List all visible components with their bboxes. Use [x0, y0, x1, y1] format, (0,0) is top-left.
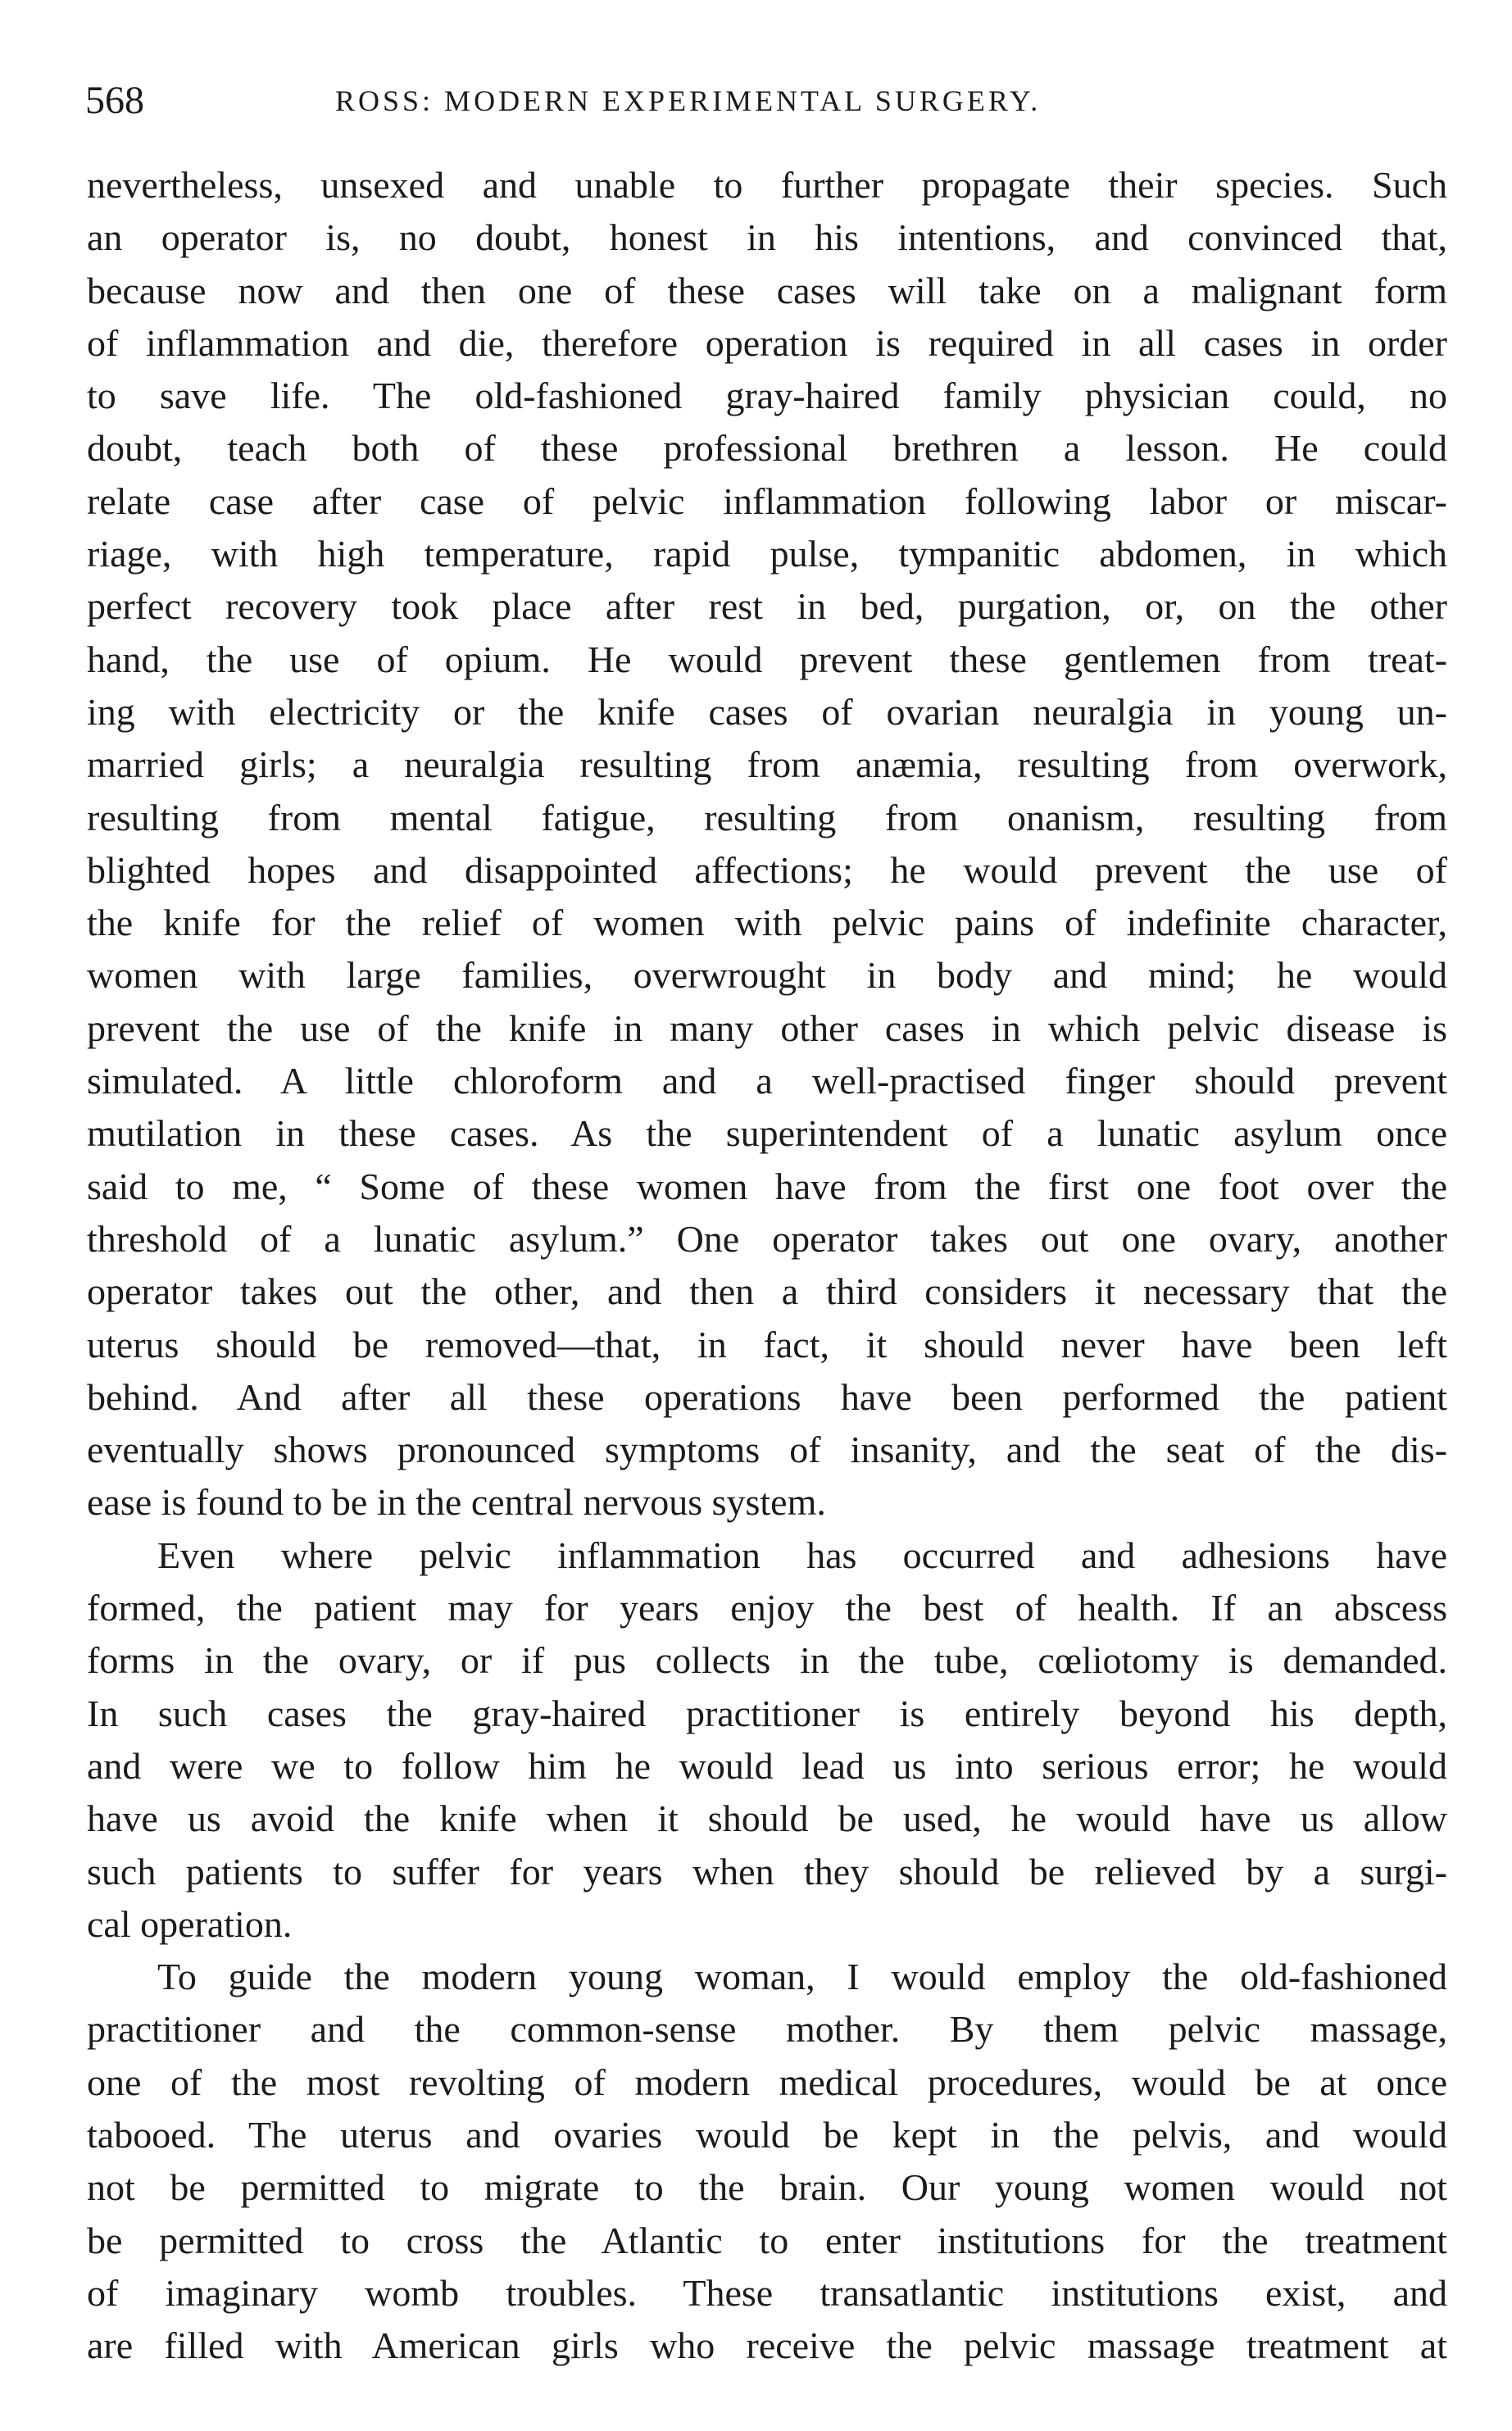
- text-line: threshold of a lunatic asylum.” One operator takes out one ovary, another: [87, 1217, 1447, 1260]
- text-line: married girls; a neuralgia resulting from anæmia, resulting from overwork,: [87, 743, 1447, 786]
- running-head: [85, 72, 1429, 130]
- text-line: To guide the modern young woman, I would employ the old-fashioned: [157, 1956, 1447, 1998]
- text-line: tabooed. The uterus and ovaries would be kept in the pelvis, and would: [87, 2113, 1447, 2156]
- text-line: to save life. The old-fashioned gray-haired family physician could, no: [87, 375, 1447, 417]
- paragraph: [87, 1951, 1447, 2372]
- text-line: such patients to suffer for years when they should be relieved by a surgi-: [87, 1850, 1447, 1893]
- text-line: mutilation in these cases. As the superintendent of a lunatic asylum once: [87, 1112, 1447, 1155]
- text-line: simulated. A little chloroform and a well-practised finger should prevent: [87, 1060, 1447, 1102]
- text-line: women with large families, overwrought in body and mind; he would: [87, 954, 1447, 997]
- text-line: cal operation.: [87, 1902, 293, 1945]
- text-line: be permitted to cross the Atlantic to enter institutions for the treatment: [87, 2219, 1447, 2261]
- text-line: said to me, “ Some of these women have from the first one foot over the: [87, 1165, 1447, 1207]
- text-line: perfect recovery took place after rest in bed, purgation, or, on the other: [87, 585, 1447, 628]
- text-line: because now and then one of these cases will take on a malignant form: [87, 269, 1447, 311]
- text-line: behind. And after all these operations have been performed the patient: [87, 1375, 1447, 1418]
- running-title: ROSS: MODERN EXPERIMENTAL SURGERY.: [335, 84, 1042, 117]
- text-line: not be permitted to migrate to the brain. Our young women would not: [87, 2166, 1447, 2209]
- text-line: ing with electricity or the knife cases of ovarian neuralgia in young un-: [87, 690, 1447, 733]
- paragraph: [87, 1529, 1447, 1951]
- text-line: forms in the ovary, or if pus collects in the tube, cœliotomy is demanded.: [87, 1639, 1447, 1682]
- text-line: practitioner and the common-sense mother. By them pelvic massage,: [87, 2008, 1447, 2051]
- text-line: eventually shows pronounced symptoms of insanity, and the seat of the dis-: [87, 1429, 1447, 1471]
- text-line: the knife for the relief of women with pelvic pains of indefinite character,: [87, 902, 1447, 944]
- text-line: formed, the patient may for years enjoy the best of health. If an abscess: [87, 1587, 1447, 1629]
- text-line: blighted hopes and disappointed affections; he would prevent the use of: [87, 848, 1447, 891]
- text-line: and were we to follow him he would lead us into serious error; he would: [87, 1744, 1447, 1787]
- text-line: prevent the use of the knife in many other cases in which pelvic disease is: [87, 1006, 1447, 1049]
- text-line: have us avoid the knife when it should be used, he would have us allow: [87, 1797, 1447, 1840]
- text-line: resulting from mental fatigue, resulting from onanism, resulting from: [87, 796, 1447, 838]
- text-line: nevertheless, unsexed and unable to further propagate their species. Such: [87, 164, 1447, 206]
- text-line: Even where pelvic inflammation has occurred and adhesions have: [157, 1534, 1447, 1576]
- paragraph: [87, 159, 1447, 1529]
- text-line: one of the most revolting of modern medical procedures, would be at once: [87, 2061, 1447, 2103]
- text-line: riage, with high temperature, rapid pulse, tympanitic abdomen, in which: [87, 533, 1447, 575]
- body-text: [87, 159, 1447, 2372]
- text-line: of inflammation and die, therefore operation is required in all cases in order: [87, 321, 1447, 364]
- text-line: uterus should be removed—that, in fact, it should never have been left: [87, 1323, 1447, 1365]
- text-line: operator takes out the other, and then a third considers it necessary that the: [87, 1270, 1447, 1313]
- text-line: of imaginary womb troubles. These transatlantic institutions exist, and: [87, 2271, 1447, 2314]
- text-line: an operator is, no doubt, honest in his intentions, and convinced that,: [87, 216, 1447, 259]
- text-line: relate case after case of pelvic inflammation following labor or miscar-: [87, 479, 1447, 522]
- text-line: hand, the use of opium. He would prevent these gentlemen from treat-: [87, 638, 1447, 680]
- text-line: are filled with American girls who receive the pelvic massage treatment at: [87, 2324, 1447, 2367]
- text-line: ease is found to be in the central nervous system.: [87, 1481, 826, 1524]
- text-line: doubt, teach both of these professional brethren a lesson. He could: [87, 427, 1447, 470]
- page-number: 568: [85, 79, 144, 122]
- text-line: In such cases the gray-haired practitioner is entirely beyond his depth,: [87, 1692, 1447, 1734]
